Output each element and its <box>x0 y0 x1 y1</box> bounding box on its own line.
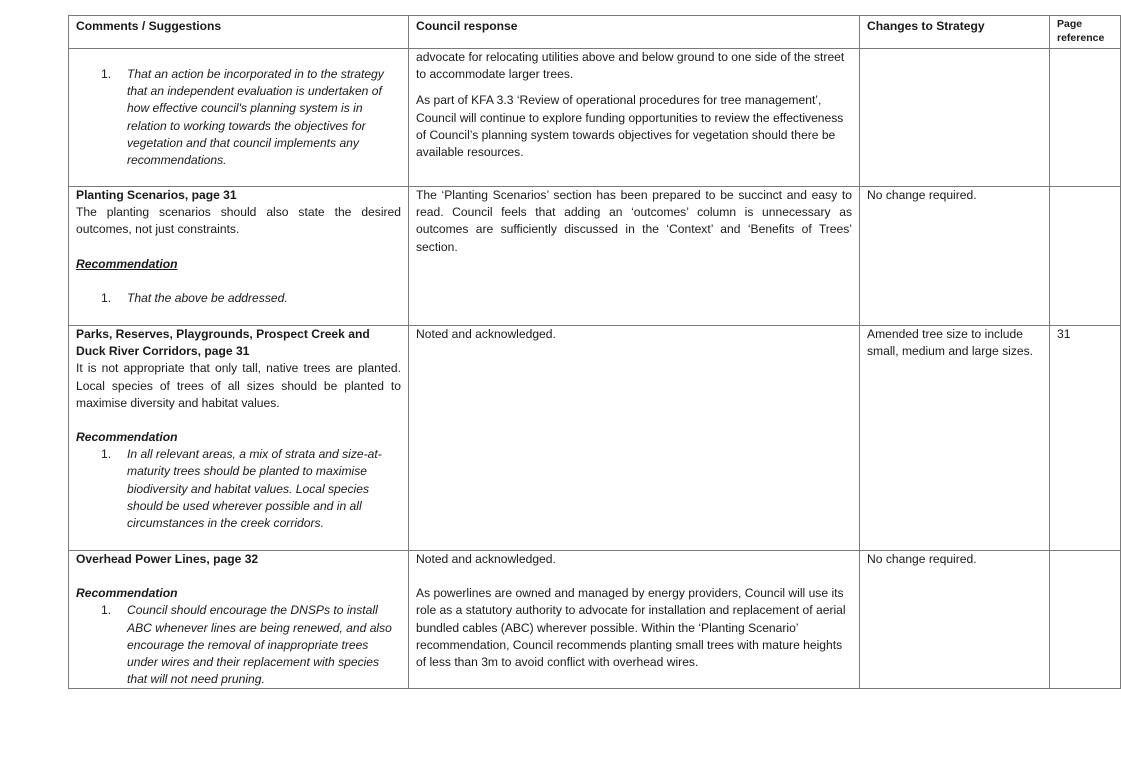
header-page: Page reference <box>1050 16 1121 49</box>
response-text: Noted and acknowledged. <box>416 552 556 566</box>
header-comments: Comments / Suggestions <box>69 16 409 49</box>
changes-cell: No change required. <box>860 551 1050 689</box>
list-item: 1. That the above be addressed. <box>101 290 288 305</box>
header-response: Council response <box>409 16 860 49</box>
table-row <box>69 49 1121 187</box>
recommendation-label: Recommendation <box>76 586 178 601</box>
list-item: 1. That an action be incorporated in to the strategy that an independent evaluation is undertaken of how effective council's planning system is in relation to working towards the objectives for vegetation and that council implements any recommendations. <box>101 67 384 168</box>
comments-cell <box>69 551 409 689</box>
response-cell: Noted and acknowledged. <box>409 326 860 551</box>
section-title: Parks, Reserves, Playgrounds, Prospect Creek and Duck River Corridors, page 31 <box>76 327 370 359</box>
page-cell <box>1050 187 1121 326</box>
recommendation-list <box>76 446 401 532</box>
page-cell <box>1050 49 1121 187</box>
submissions-table <box>68 15 1121 689</box>
table-row <box>69 326 1121 551</box>
comments-cell <box>69 326 409 551</box>
table-row <box>69 551 1121 689</box>
section-title: Overhead Power Lines, page 32 <box>76 552 259 566</box>
response-cell <box>409 551 860 689</box>
page-cell: 31 <box>1050 326 1121 551</box>
recommendation-list <box>76 602 401 688</box>
recommendation-list <box>76 290 401 307</box>
comments-cell <box>69 187 409 326</box>
header-row <box>69 16 1121 49</box>
page-cell <box>1050 551 1121 689</box>
header-changes: Changes to Strategy <box>860 16 1050 49</box>
recommendation-label: Recommendation <box>76 430 178 445</box>
section-body: The planting scenarios should also state the desired outcomes, not just constraints. <box>76 205 401 237</box>
section-body: It is not appropriate that only tall, native trees are planted. Local species of trees of all sizes should be planted to maximise diversity and habitat values. <box>76 361 401 410</box>
changes-cell: Amended tree size to include small, medium and large sizes. <box>860 326 1050 551</box>
comments-cell <box>69 49 409 187</box>
table-row <box>69 187 1121 326</box>
response-cell: The ‘Planting Scenarios’ section has been prepared to be succinct and easy to read. Council feels that adding an ‘outcomes’ column is unnecessary as outcomes are sufficiently discussed in the ‘Context’ and ‘Benefits of Trees’ section. <box>409 187 860 326</box>
changes-cell: No change required. <box>860 187 1050 326</box>
response-text: As part of KFA 3.3 ‘Review of operational procedures for tree management’, Council will continue to explore funding opportunities to review the effectiveness of Council’s planning system towards objectives for vegetation should there be available resources. <box>416 93 844 160</box>
list-item: 1. In all relevant areas, a mix of strata and size-at-maturity trees should be planted to maximise biodiversity and habitat values. Local species should be used wherever possible and in all circumstances in the creek corridors. <box>101 447 382 531</box>
section-title: Planting Scenarios, page 31 <box>76 188 237 202</box>
response-text: advocate for relocating utilities above and below ground to one side of the street to accommodate larger trees. <box>416 50 845 82</box>
recommendation-label: Recommendation <box>76 256 178 271</box>
recommendation-list <box>76 66 401 169</box>
response-cell <box>409 49 860 187</box>
list-item: 1. Council should encourage the DNSPs to install ABC whenever lines are being renewed, and also encourage the removal of inappropriate trees under wires and their replacement with species that will not need pruning. <box>101 603 392 687</box>
response-text: As powerlines are owned and managed by energy providers, Council will use its role as a statutory authority to advocate for installation and replacement of aerial bundled cables (ABC) wherever possible. Within the ‘Planting Scenario’ recommendation, Council recommends planting small trees with mature heights of less than 3m to avoid conflict with overhead wires. <box>416 586 846 670</box>
changes-cell <box>860 49 1050 187</box>
